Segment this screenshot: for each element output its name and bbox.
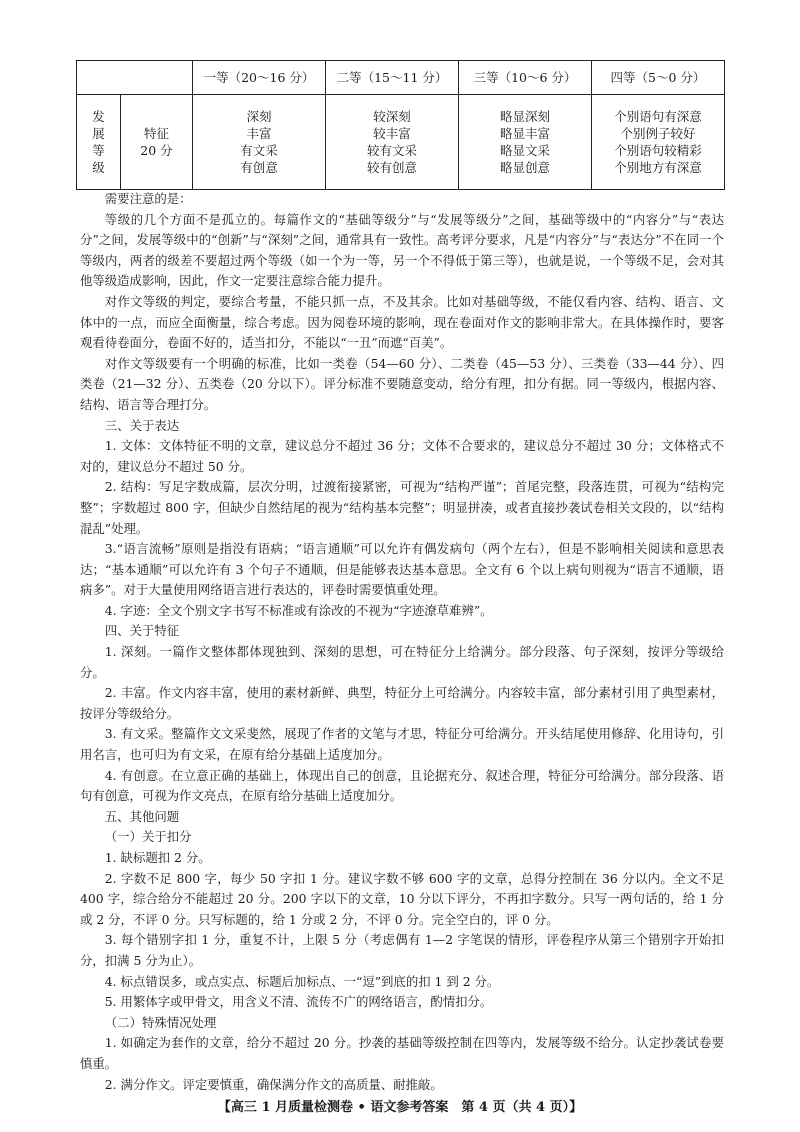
paragraph: 等级的几个方面不是孤立的。每篇作文的“基础等级分”与“发展等级分”之间，基础等级中的“内容分”与“表达分”之间，发展等级中的“创新”与“深刻”之间，通常具有一致性。高考评分要求，凡是“内容分”与“表达分”不在同一个等级内，两者的级差不要超过两个等级（如一个为一等，另一个不得低于第三等），也就是说，一个等级不足，会对其他等级造成影响，因此，作文一定要注意综合能力提升。 <box>80 211 724 289</box>
paragraph: 4. 字迹：全文个别文字书写不标准或有涂改的不视为“字迹潦草难辨”。 <box>104 602 493 618</box>
paragraph: 4. 标点错误多，或点实点、标题后加标点、一“逗”到底的扣 1 到 2 分。 <box>104 973 500 989</box>
paragraph: 2. 满分作文。评定要慎重，确保满分作文的高质量、耐推敲。 <box>104 1076 443 1092</box>
body-text <box>80 189 724 1095</box>
header-grade-3: 三等（10～6 分） <box>459 61 592 95</box>
paragraph: 2. 结构：写足字数成篇，层次分明，过渡衔接紧密，可视为“结构严谨”；首尾完整，段落连贯，可视为“结构完整”；字数超过 800 字，但缺少自然结尾的视为“结构基本完整”；明显拼凑，或者直接抄袭试卷相关文段的，以“结构混乱”处理。 <box>80 479 724 536</box>
cell-grade-3: 略显深刻 略显丰富 略显文采 略显创意 <box>459 95 592 190</box>
feature-label: 特征 20 分 <box>121 95 193 190</box>
paragraph: 需要注意的是： <box>104 191 192 206</box>
paragraph: 3. 每个错别字扣 1 分，重复不计，上限 5 分（考虑偶有 1—2 字笔误的情形，评卷程序从第三个错别字开始扣分，扣满 5 分为止）。 <box>80 932 724 968</box>
section-heading: 四、关于特征 <box>104 623 180 639</box>
paragraph: 1. 深刻。一篇作文整体都体现独到、深刻的思想，可在特征分上给满分。部分段落、句子深刻，按评分等级给分。 <box>80 644 724 680</box>
subsection-heading: （二）特殊情况处理 <box>104 1014 217 1030</box>
page-footer: 【高三 1 月质量检测卷 • 语文参考答案 第 4 页（共 4 页）】 <box>217 1100 583 1115</box>
row-label-development-level: 发 展 等 级 <box>77 95 121 190</box>
paragraph: 2. 字数不足 800 字，每少 50 字扣 1 分。建议字数不够 600 字的文章，总得分控制在 36 分以内。全文不足 400 字，综合给分不能超过 20 分。200 字以下的文章，10 分以下评分，不再扣字数分。只写一两句话的，给 1 分或 2 分，不评 0 分。只写标题的，给 1 分或 2 分，不评 0 分。完全空白的，评 0 分。 <box>80 870 724 927</box>
paragraph: 对作文等级的判定，要综合考量，不能只抓一点，不及其余。比如对基础等级，不能仅看内容、结构、语言、文体中的一点，而应全面衡量，综合考虑。因为阅卷环境的影响，现在卷面对作文的影响非常大。在具体操作时，要客观看待卷面分，卷面不好的，适当扣分，不能以“一丑”而遮“百美”。 <box>80 293 724 351</box>
paragraph: 1. 缺标题扣 2 分。 <box>104 850 211 865</box>
paragraph: 1. 文体：文体特征不明的文章，建议总分不超过 36 分；文体不合要求的，建议总分不超过 30 分；文体格式不对的，建议总分不超过 50 分。 <box>80 438 724 474</box>
cell-grade-4: 个别语句有深意 个别例子较好 个别语句较精彩 个别地方有深意 <box>592 95 725 190</box>
header-grade-2: 二等（15～11 分） <box>326 61 459 95</box>
grading-table <box>76 60 725 190</box>
table-header-blank <box>77 61 193 95</box>
paragraph: 5. 用繁体字或甲骨文，用含义不清、流传不广的网络语言，酌情扣分。 <box>104 994 493 1010</box>
header-grade-1: 一等（20～16 分） <box>193 61 326 95</box>
cell-grade-2: 较深刻 较丰富 较有文采 较有创意 <box>326 95 459 190</box>
paragraph: 3. 有文采。整篇作文文采斐然，展现了作者的文笔与才思，特征分可给满分。开头结尾使用修辞、化用诗句，引用名言，也可归为有文采，在原有给分基础上适度加分。 <box>80 726 724 763</box>
subsection-heading: （一）关于扣分 <box>104 829 192 845</box>
section-heading: 五、其他问题 <box>104 808 180 824</box>
paragraph: 2. 丰富。作文内容丰富，使用的素材新鲜、典型，特征分上可给满分。内容较丰富，部分素材引用了典型素材，按评分等级给分。 <box>80 685 724 721</box>
cell-grade-1: 深刻 丰富 有文采 有创意 <box>193 95 326 190</box>
paragraph: 4. 有创意。在立意正确的基础上，体现出自己的创意，且论据充分、叙述合理，特征分可给满分。部分段落、语句有创意，可视为作文亮点，在原有给分基础上适度加分。 <box>80 767 724 804</box>
paragraph: 3.“语言流畅”原则是指没有语病；“语言通顺”可以允许有偶发病句（两个左右），但是不影响相关阅读和意思表达；“基本通顺”可以允许有 3 个句子不通顺，但是能够表达基本意思。全文有 6 个以上病句则视为“语言不通顺，语病多”。对于大量使用网络语言进行表达的，评卷时需要慎重处理。 <box>80 541 724 598</box>
table-header-row <box>77 61 725 95</box>
paragraph: 1. 如确定为套作的文章，给分不超过 20 分。抄袭的基础等级控制在四等内，发展等级不给分。认定抄袭试卷要慎重。 <box>80 1035 724 1071</box>
paragraph: 对作文等级要有一个明确的标准，比如一类卷（54—60 分）、二类卷（45—53 分）、三类卷（33—44 分）、四类卷（21—32 分）、五类卷（20 分以下）。评分标准不要随意变动，给分有理，扣分有据。同一等级内，根据内容、结构、语言等合理打分。 <box>80 355 724 412</box>
section-heading: 三、关于表达 <box>104 417 180 433</box>
table-row-feature <box>77 95 725 190</box>
header-grade-4: 四等（5～0 分） <box>592 61 725 95</box>
